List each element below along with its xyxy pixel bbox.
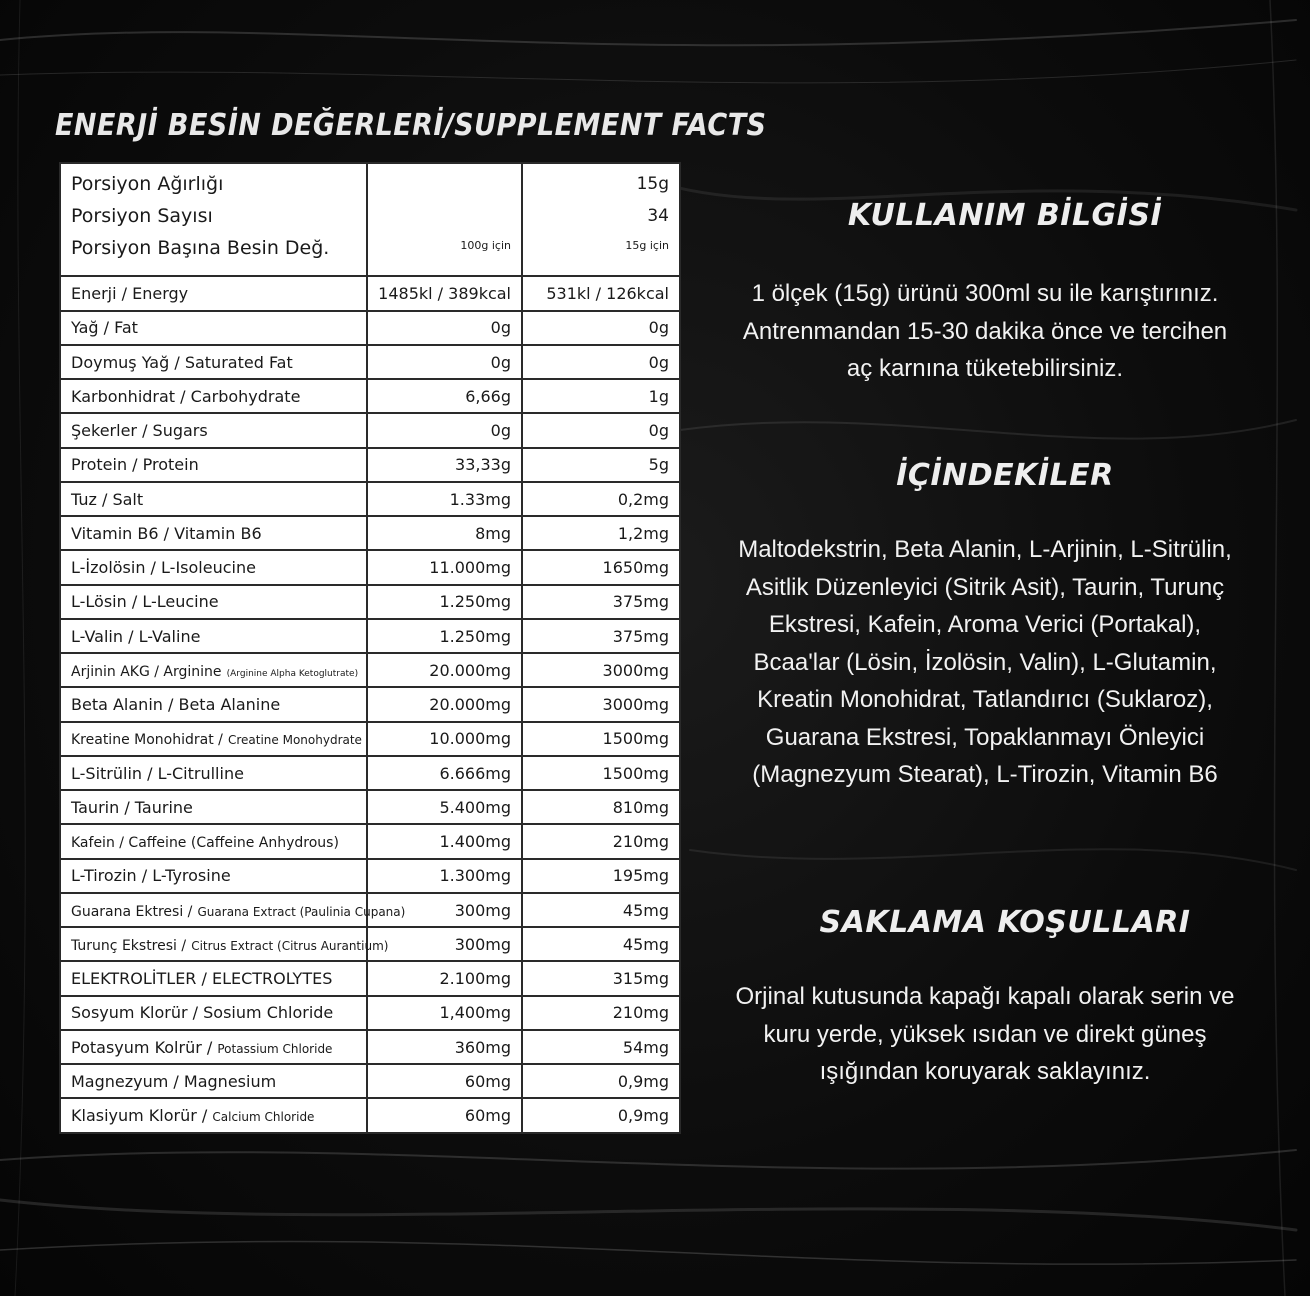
storage-title: SAKLAMA KOŞULLARI (819, 905, 1191, 940)
nutrient-name-cell (60, 790, 367, 824)
ingredients-line: Ekstresi, Kafein, Aroma Verici (Portakal), (768, 611, 1202, 638)
value-per-15g: 210mg (522, 824, 680, 858)
nutrient-name: Kafein / Caffeine (Caffeine Anhydrous) (71, 835, 339, 852)
value-per-15g: 315mg (522, 961, 680, 995)
value-per-15g: 195mg (522, 859, 680, 893)
per-serving-label: Porsiyon Başına Besin Değ. (71, 237, 330, 259)
nutrient-name-cell (60, 585, 367, 619)
value-per-100g: 20.000mg (367, 653, 522, 687)
nutrient-name-cell (60, 550, 367, 584)
nutrient-name: Kreatine Monohidrat / (71, 732, 223, 749)
table-row (60, 756, 680, 790)
nutrient-name-cell (60, 276, 367, 310)
nutrient-name: Protein / Protein (71, 455, 199, 475)
nutrient-name: Doymuş Yağ / Saturated Fat (71, 352, 293, 372)
serving-count-value: 34 (647, 206, 669, 226)
value-per-15g: 375mg (522, 585, 680, 619)
table-row (60, 961, 680, 995)
serving-weight-label: Porsiyon Ağırlığı (71, 173, 224, 195)
value-per-15g: 0g (522, 311, 680, 345)
usage-line: aç karnına tüketebilirsiniz. (846, 355, 1124, 382)
value-per-15g: 0,9mg (522, 1064, 680, 1098)
ingredients-line: Asitlik Düzenleyici (Sitrik Asit), Taurin, Turunç (745, 573, 1225, 601)
nutrient-name: L-Valin / L-Valine (71, 626, 201, 646)
nutrient-name-cell (60, 516, 367, 550)
table-row (60, 653, 680, 687)
nutrient-subname: Guarana Extract (Paulinia Cupana) (197, 904, 406, 919)
serving-weight-value: 15g (636, 174, 669, 194)
value-per-100g: 1.33mg (367, 482, 522, 516)
nutrient-name-cell (60, 859, 367, 893)
table-row (60, 893, 680, 927)
nutrient-name: Sosyum Klorür / Sosium Chloride (71, 1003, 334, 1023)
nutrient-name: Vitamin B6 / Vitamin B6 (71, 523, 262, 543)
nutrient-name: Arjinin AKG / Arginine (71, 663, 222, 680)
nutrient-name-cell (60, 311, 367, 345)
table-row (60, 516, 680, 550)
nutrient-name: Turunç Ekstresi / (71, 937, 187, 954)
usage-line: 1 ölçek (15g) ürünü 300ml su ile karıştırınız. (751, 280, 1219, 307)
table-row (60, 619, 680, 653)
usage-title: KULLANIM BİLGİSİ (847, 198, 1163, 233)
nutrient-name-cell (60, 1030, 367, 1064)
col-15g-sub: 15g için (625, 239, 669, 252)
ingredients-text (700, 531, 1270, 794)
value-per-100g: 1,400mg (367, 996, 522, 1030)
value-per-15g: 210mg (522, 996, 680, 1030)
nutrient-name: ELEKTROLİTLER / ELECTROLYTES (71, 969, 333, 989)
nutrient-name-cell (60, 722, 367, 756)
value-per-100g: 8mg (367, 516, 522, 550)
nutrient-name: Yağ / Fat (71, 318, 138, 338)
table-row (60, 687, 680, 721)
ingredients-line: Bcaa'lar (Lösin, İzolösin, Valin), L-Glutamin, (753, 648, 1217, 676)
table-row (60, 311, 680, 345)
supplement-facts-table (59, 162, 681, 1134)
nutrient-name-cell (60, 961, 367, 995)
nutrient-name-cell (60, 413, 367, 447)
value-per-15g: 1500mg (522, 722, 680, 756)
value-per-100g: 6.666mg (367, 756, 522, 790)
value-per-15g: 0,9mg (522, 1098, 680, 1133)
value-per-100g: 1.300mg (367, 859, 522, 893)
nutrient-name: Enerji / Energy (71, 284, 189, 304)
usage-text (700, 275, 1270, 388)
nutrient-name-cell (60, 893, 406, 927)
value-per-100g: 1.250mg (367, 619, 522, 653)
usage-line: Antrenmandan 15-30 dakika önce ve tercihen (742, 317, 1228, 345)
nutrient-name: L-Lösin / L-Leucine (71, 592, 219, 612)
table-row (60, 722, 680, 756)
serving-count-label: Porsiyon Sayısı (71, 205, 213, 227)
value-per-15g: 0g (522, 413, 680, 447)
value-per-100g: 33,33g (367, 448, 522, 482)
nutrient-name-cell (60, 996, 367, 1030)
value-per-15g: 54mg (522, 1030, 680, 1064)
value-per-15g: 810mg (522, 790, 680, 824)
nutrient-name: Potasyum Kolrür / (71, 1037, 213, 1057)
nutrient-name-cell (60, 687, 367, 721)
nutrient-name: Klasiyum Klorür / (71, 1106, 208, 1126)
value-per-100g: 60mg (367, 1064, 522, 1098)
table-row (60, 550, 680, 584)
storage-text (700, 978, 1270, 1091)
nutrient-name: Tuz / Salt (71, 489, 144, 509)
value-per-100g: 1.400mg (367, 824, 522, 858)
nutrient-name-cell (60, 379, 367, 413)
nutrient-name-cell (60, 482, 367, 516)
nutrient-name-cell (60, 1064, 367, 1098)
table-row (60, 996, 680, 1030)
nutrient-name-cell (60, 345, 367, 379)
table-row (60, 482, 680, 516)
value-per-15g: 375mg (522, 619, 680, 653)
value-per-15g: 1650mg (522, 550, 680, 584)
value-per-100g: 0g (367, 345, 522, 379)
table-row (60, 790, 680, 824)
nutrient-name-cell (60, 927, 389, 961)
value-per-100g: 10.000mg (367, 722, 522, 756)
nutrient-name: Şekerler / Sugars (71, 421, 208, 441)
table-row (60, 276, 680, 310)
nutrient-name: L-Tirozin / L-Tyrosine (71, 866, 231, 886)
nutrient-name-cell (60, 619, 367, 653)
table-row (60, 345, 680, 379)
value-per-100g: 300mg (367, 893, 522, 927)
value-per-100g: 6,66g (367, 379, 522, 413)
supplement-facts-title: ENERJİ BESİN DEĞERLERİ/SUPPLEMENT FACTS (55, 108, 767, 143)
ingredients-line: Guarana Ekstresi, Topaklanmayı Önleyici (765, 723, 1205, 751)
nutrient-name: Karbonhidrat / Carbohydrate (71, 386, 301, 406)
storage-line: Orjinal kutusunda kapağı kapalı olarak serin ve (735, 983, 1235, 1010)
header-labels-cell (60, 163, 367, 276)
value-per-100g: 0g (367, 311, 522, 345)
nutrient-name-cell (60, 653, 367, 687)
value-per-15g: 1500mg (522, 756, 680, 790)
value-per-15g: 45mg (522, 927, 680, 961)
nutrient-name-cell (60, 824, 367, 858)
header-col-15g (522, 163, 680, 276)
ingredients-line: (Magnezyum Stearat), L-Tirozin, Vitamin B6 (752, 761, 1218, 788)
nutrient-name: Magnezyum / Magnesium (71, 1071, 277, 1091)
nutrient-subname: Potassium Chloride (217, 1041, 333, 1056)
nutrient-name: Guarana Ektresi / (71, 903, 193, 920)
table-row (60, 448, 680, 482)
value-per-15g: 3000mg (522, 687, 680, 721)
value-per-15g: 0g (522, 345, 680, 379)
col-100g-sub: 100g için (460, 239, 511, 252)
storage-line: ışığından koruyarak saklayınız. (819, 1058, 1151, 1085)
nutrient-subname: (Arginine Alpha Ketoglutrate) (226, 668, 359, 679)
table-row (60, 859, 680, 893)
ingredients-line: Kreatin Monohidrat, Tatlandırıcı (Suklaroz), (757, 686, 1213, 713)
nutrient-name-cell (60, 448, 367, 482)
nutrient-subname: Citrus Extract (Citrus Aurantium) (191, 938, 389, 953)
nutrient-name: Taurin / Taurine (71, 797, 193, 817)
table-row (60, 1098, 680, 1133)
table-row (60, 585, 680, 619)
table-row (60, 824, 680, 858)
nutrient-name-cell (60, 756, 367, 790)
ingredients-line: Maltodekstrin, Beta Alanin, L-Arjinin, L-Sitrülin, (738, 536, 1232, 563)
value-per-15g: 3000mg (522, 653, 680, 687)
value-per-100g: 60mg (367, 1098, 522, 1133)
value-per-15g: 1,2mg (522, 516, 680, 550)
nutrient-name: L-Sitrülin / L-Citrulline (71, 763, 244, 783)
value-per-100g: 300mg (367, 927, 522, 961)
value-per-100g: 20.000mg (367, 687, 522, 721)
value-per-15g: 5g (522, 448, 680, 482)
table-row (60, 927, 680, 961)
nutrient-subname: Creatine Monohydrate (227, 733, 362, 748)
table-header-row (60, 163, 680, 276)
table-row (60, 379, 680, 413)
value-per-100g: 5.400mg (367, 790, 522, 824)
ingredients-title: İÇİNDEKİLER (896, 458, 1114, 493)
nutrient-subname: Calcium Chloride (212, 1110, 315, 1125)
nutrient-name: L-İzolösin / L-Isoleucine (71, 558, 256, 578)
value-per-100g: 1485kl / 389kcal (367, 276, 522, 310)
header-col-100g (367, 163, 522, 276)
value-per-15g: 45mg (522, 893, 680, 927)
value-per-100g: 2.100mg (367, 961, 522, 995)
table-row (60, 1030, 680, 1064)
nutrient-name: Beta Alanin / Beta Alanine (71, 695, 281, 715)
table-row (60, 413, 680, 447)
value-per-15g: 1g (522, 379, 680, 413)
value-per-100g: 0g (367, 413, 522, 447)
nutrient-name-cell (60, 1098, 367, 1133)
value-per-100g: 1.250mg (367, 585, 522, 619)
value-per-15g: 531kl / 126kcal (522, 276, 680, 310)
value-per-100g: 11.000mg (367, 550, 522, 584)
value-per-15g: 0,2mg (522, 482, 680, 516)
table-row (60, 1064, 680, 1098)
storage-line: kuru yerde, yüksek ısıdan ve direkt güneş (763, 1020, 1207, 1048)
value-per-100g: 360mg (367, 1030, 522, 1064)
